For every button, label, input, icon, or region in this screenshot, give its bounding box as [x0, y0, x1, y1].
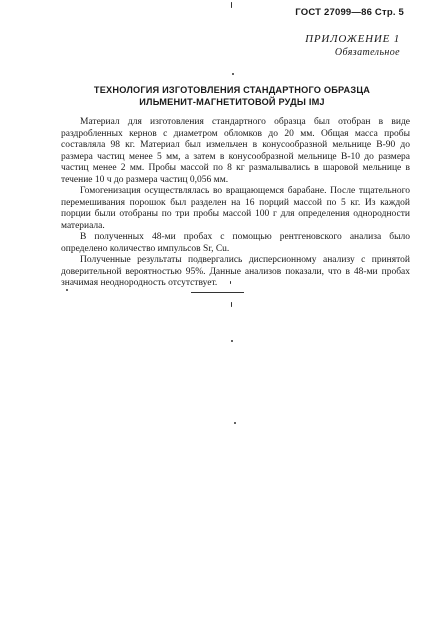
- end-rule: [191, 292, 244, 293]
- appendix-label: [305, 33, 400, 59]
- paragraph-results: Полученные результаты подвергались дисперсионному анализу с принятой доверительной вероятностью 95%. Данные анализов показали, что в 48-ми пробах значимая неоднородность отсутствует.: [61, 255, 410, 288]
- paragraph-preparation: Материал для изготовления стандартного образца был отобран в виде раздробленных кернов с диаметром обломков до 20 мм. Общая масса пробы составляла 98 кг. Материал был измельчен в конусообразной мельнице В-90 до размера частиц менее 5 мм, а затем в конусообразной мельнице В-10 до размера частиц менее 2 мм. Пробы массой по 8 кг размалывались в шаровой мельнице в течение 10 ч до размера частиц 0,056 мм.: [61, 117, 410, 185]
- section-heading: [60, 84, 404, 108]
- heading-line-2: ИЛЬМЕНИТ-МАГНЕТИТОВОЙ РУДЫ ІМЈ: [139, 97, 325, 107]
- scan-speck: [231, 302, 232, 307]
- heading-line-1: ТЕХНОЛОГИЯ ИЗГОТОВЛЕНИЯ СТАНДАРТНОГО ОБРАЗЦА: [93, 85, 371, 95]
- page-header: ГОСТ 27099—86 Стр. 5: [295, 7, 404, 18]
- scan-speck: [234, 422, 236, 424]
- scan-speck: [232, 73, 234, 75]
- paragraph-homogenization: Гомогенизация осуществлялась во вращающемся барабане. После тщательного перемешивания порошок был разделен на 16 порций массой по 5 кг. Из каждой порции были отобраны по три пробы массой 100 г для определения однородности материала.: [61, 186, 410, 231]
- appendix-subtitle: Обязательное: [334, 47, 400, 58]
- scan-speck: [231, 2, 232, 8]
- appendix-title: ПРИЛОЖЕНИЕ 1: [305, 33, 400, 45]
- body-text: [61, 117, 410, 290]
- scan-speck: [231, 340, 233, 342]
- scan-speck: [230, 281, 231, 284]
- paragraph-xray-analysis: В полученных 48-ми пробах с помощью рентгеновского анализа было определено количество импульсов Sr, Cu.: [61, 232, 410, 254]
- scan-speck: [66, 289, 68, 291]
